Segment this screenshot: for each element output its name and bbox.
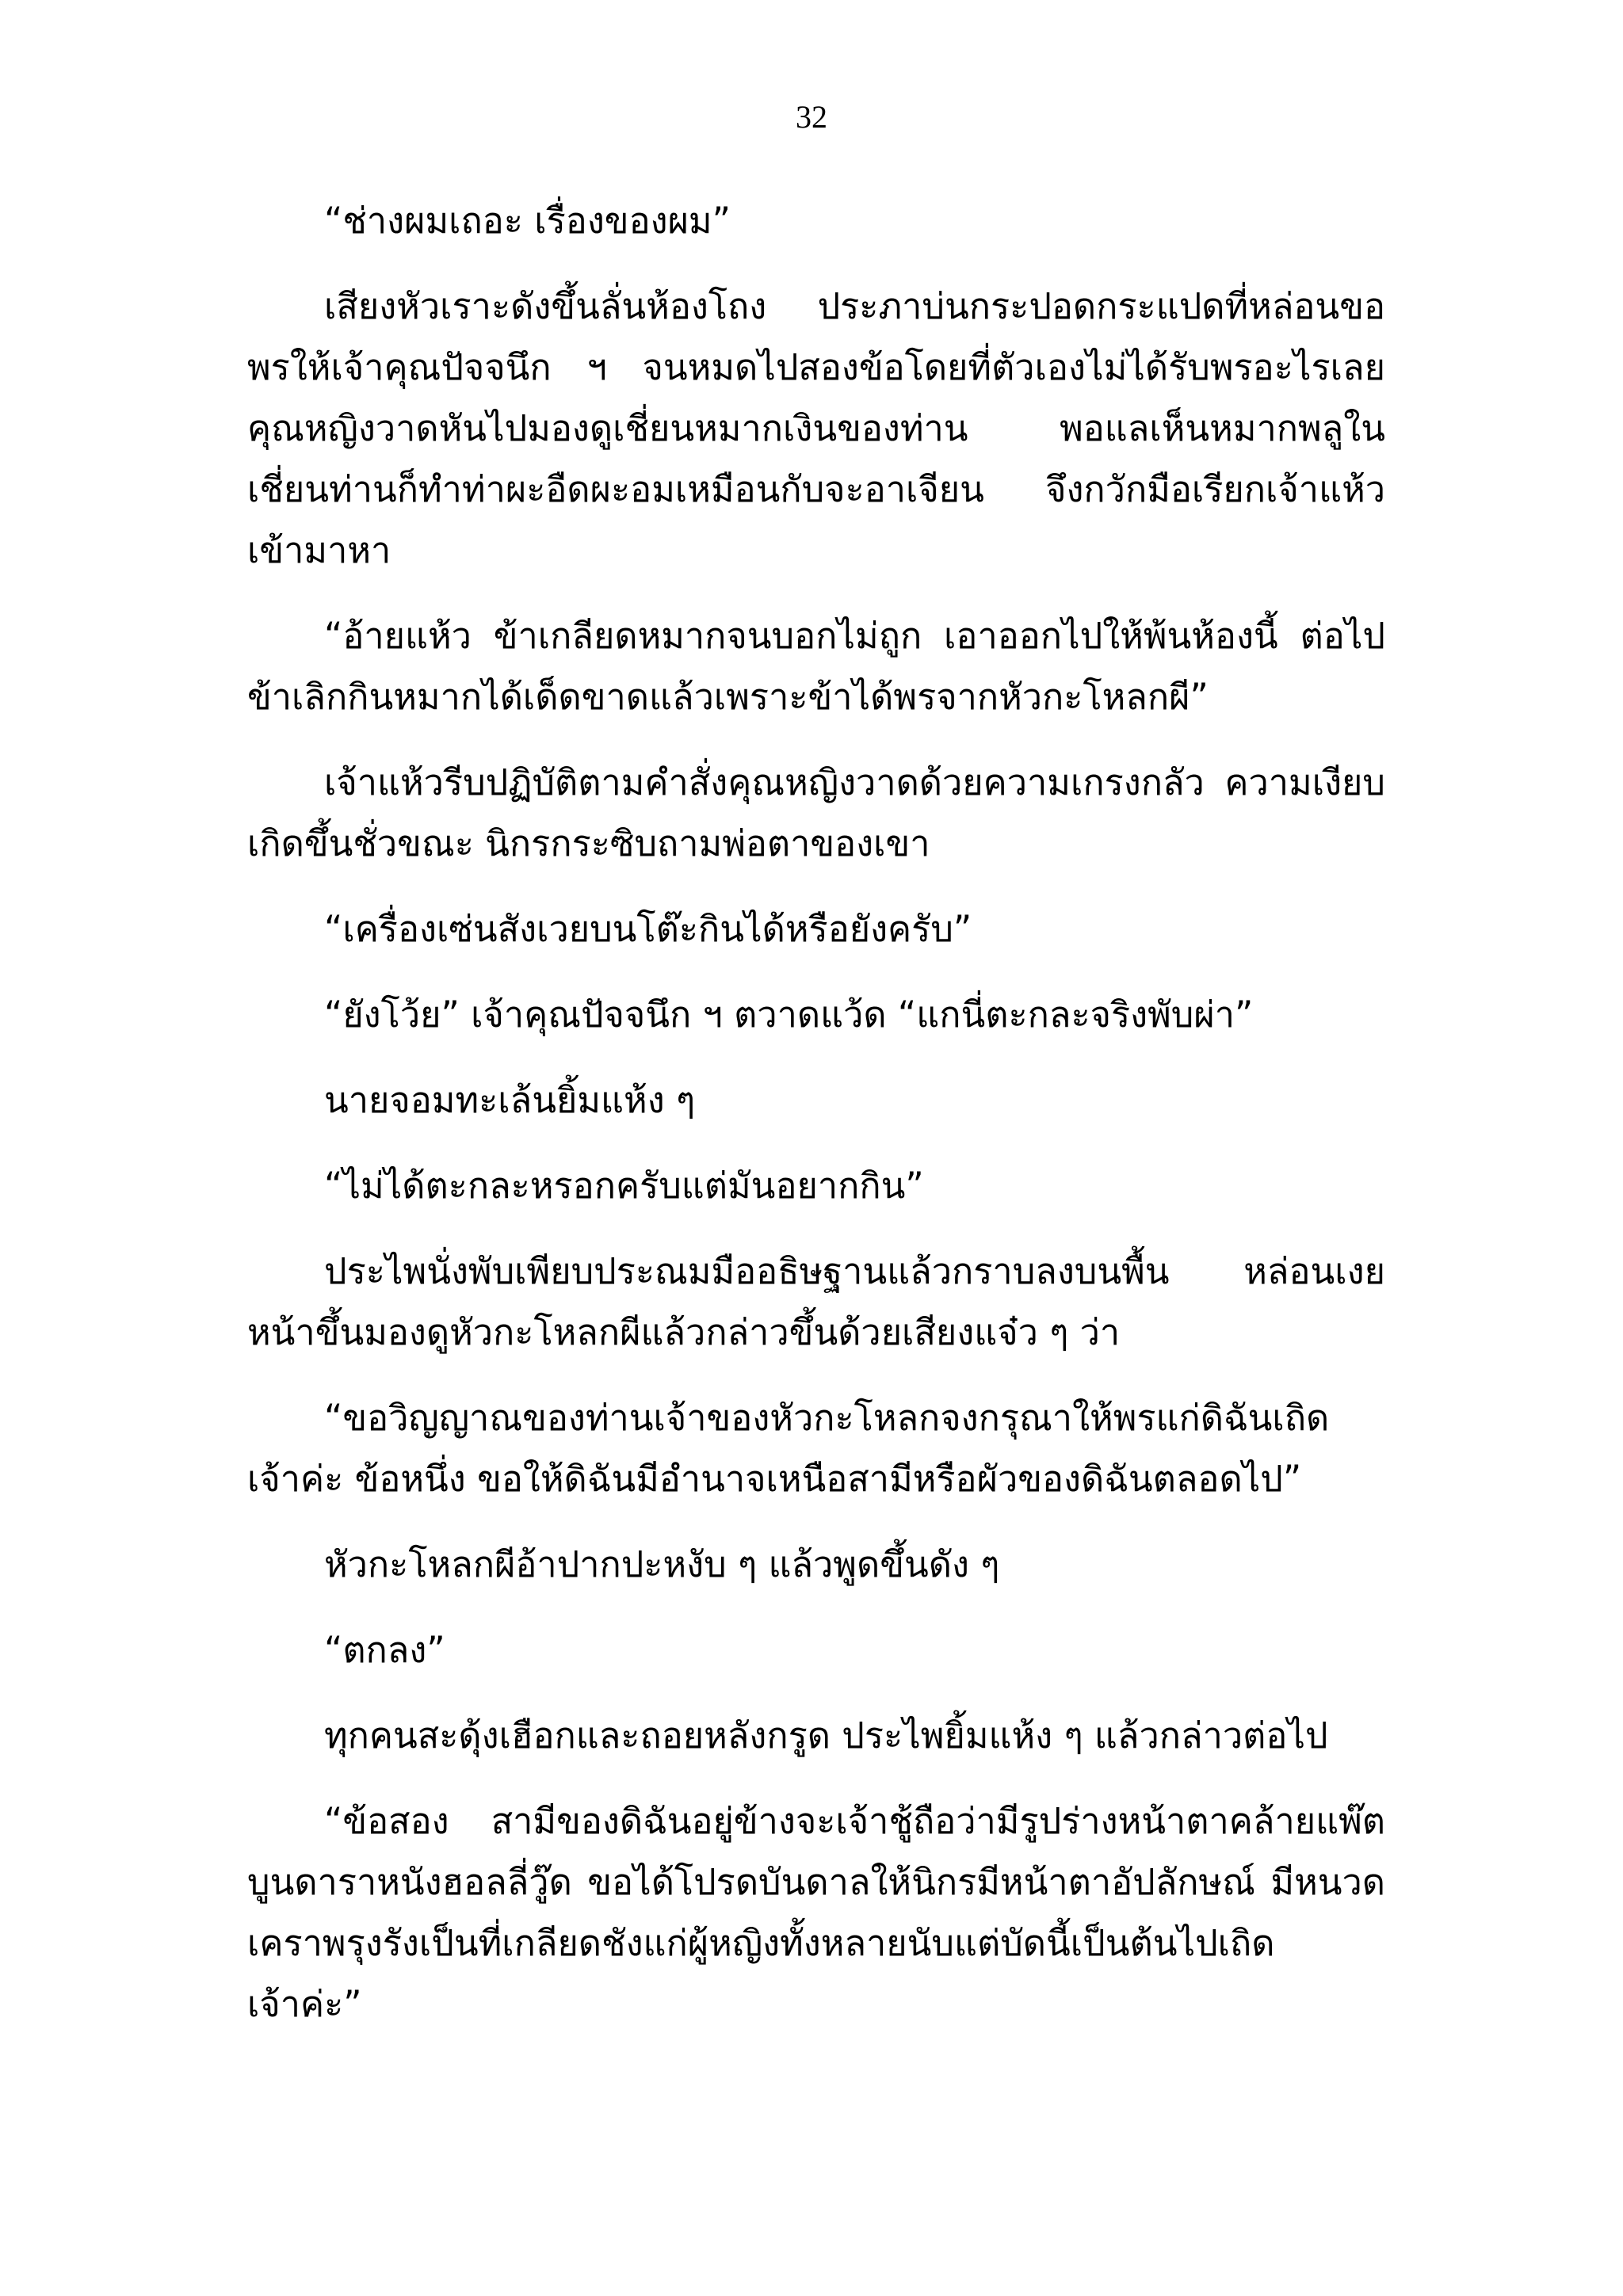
paragraph: “ข้อสอง สามีของดิฉันอยู่ข้างจะเจ้าชู้ถือว่ามีรูปร่างหน้าตาคล้ายแพ๊ต บูนดาราหนังฮอลลี่วู๊ด ขอได้โปรดบันดาลให้นิกรมีหน้าตาอัปลักษณ์ มีหนวดเคราพรุงรังเป็นที่เกลียดชังแก่ผู้หญิงทั้งหลายนับแต่บัดนี้เป็นต้นไปเถิดเจ้าค่ะ”	[247, 1800, 1385, 2025]
paragraph: “ไม่ได้ตะกละหรอกครับแต่มันอยากกิน”	[324, 1165, 924, 1207]
paragraph: “ตกลง”	[324, 1629, 445, 1671]
paragraph: นายจอมทะเล้นยิ้มแห้ง ๆ	[324, 1079, 696, 1121]
page-number: 32	[796, 99, 827, 135]
paragraph: เจ้าแห้วรีบปฏิบัติตามคำสั่งคุณหญิงวาดด้วยความเกรงกลัว ความเงียบเกิดขึ้นชั่วขณะ นิกรกระซิบถามพ่อตาของเขา	[247, 761, 1385, 864]
paragraph: “ขอวิญญาณของท่านเจ้าของหัวกะโหลกจงกรุณาให้พรแก่ดิฉันเถิดเจ้าค่ะ ข้อหนึ่ง ขอให้ดิฉันมีอำนาจเหนือสามีหรือผัวของดิฉันตลอดไป”	[247, 1397, 1330, 1500]
paragraph: หัวกะโหลกผีอ้าปากปะหงับ ๆ แล้วพูดขึ้นดัง ๆ	[324, 1543, 1000, 1585]
paragraph: ทุกคนสะดุ้งเฮือกและถอยหลังกรูด ประไพยิ้มแห้ง ๆ แล้วกล่าวต่อไป	[324, 1714, 1328, 1756]
paragraph: เสียงหัวเราะดังขึ้นลั่นห้องโถง ประภาบ่นกระปอดกระแปดที่หล่อนขอพรให้เจ้าคุณปัจจนึก ฯ จนหมดไปสองข้อโดยที่ตัวเองไม่ได้รับพรอะไรเลย คุณหญิงวาดหันไปมองดูเชี่ยนหมากเงินของท่าน พอแลเห็นหมากพลูในเชี่ยนท่านก็ทำท่าผะอืดผะอมเหมือนกับจะอาเจียน จึงกวักมือเรียกเจ้าแห้วเข้ามาหา	[247, 285, 1385, 571]
paragraph: ประไพนั่งพับเพียบประณมมืออธิษฐานแล้วกราบลงบนพื้น หล่อนเงยหน้าขึ้นมองดูหัวกะโหลกผีแล้วกล่าวขึ้นด้วยเสียงแจ๋ว ๆ ว่า	[247, 1250, 1385, 1353]
paragraph: “ช่างผมเถอะ เรื่องของผม”	[324, 200, 731, 242]
paragraph: “อ้ายแห้ว ข้าเกลียดหมากจนบอกไม่ถูก เอาออกไปให้พ้นห้องนี้ ต่อไปข้าเลิกกินหมากได้เด็ดขาดแล้วเพราะข้าได้พรจากหัวกะโหลกผี”	[247, 615, 1385, 718]
body-text	[247, 190, 1385, 2059]
paragraph: “เครื่องเซ่นสังเวยบนโต๊ะกินได้หรือยังครับ”	[324, 908, 972, 950]
paragraph: “ยังโว้ย” เจ้าคุณปัจจนึก ฯ ตวาดแว้ด “แกนี่ตะกละจริงพับผ่า”	[324, 994, 1254, 1035]
